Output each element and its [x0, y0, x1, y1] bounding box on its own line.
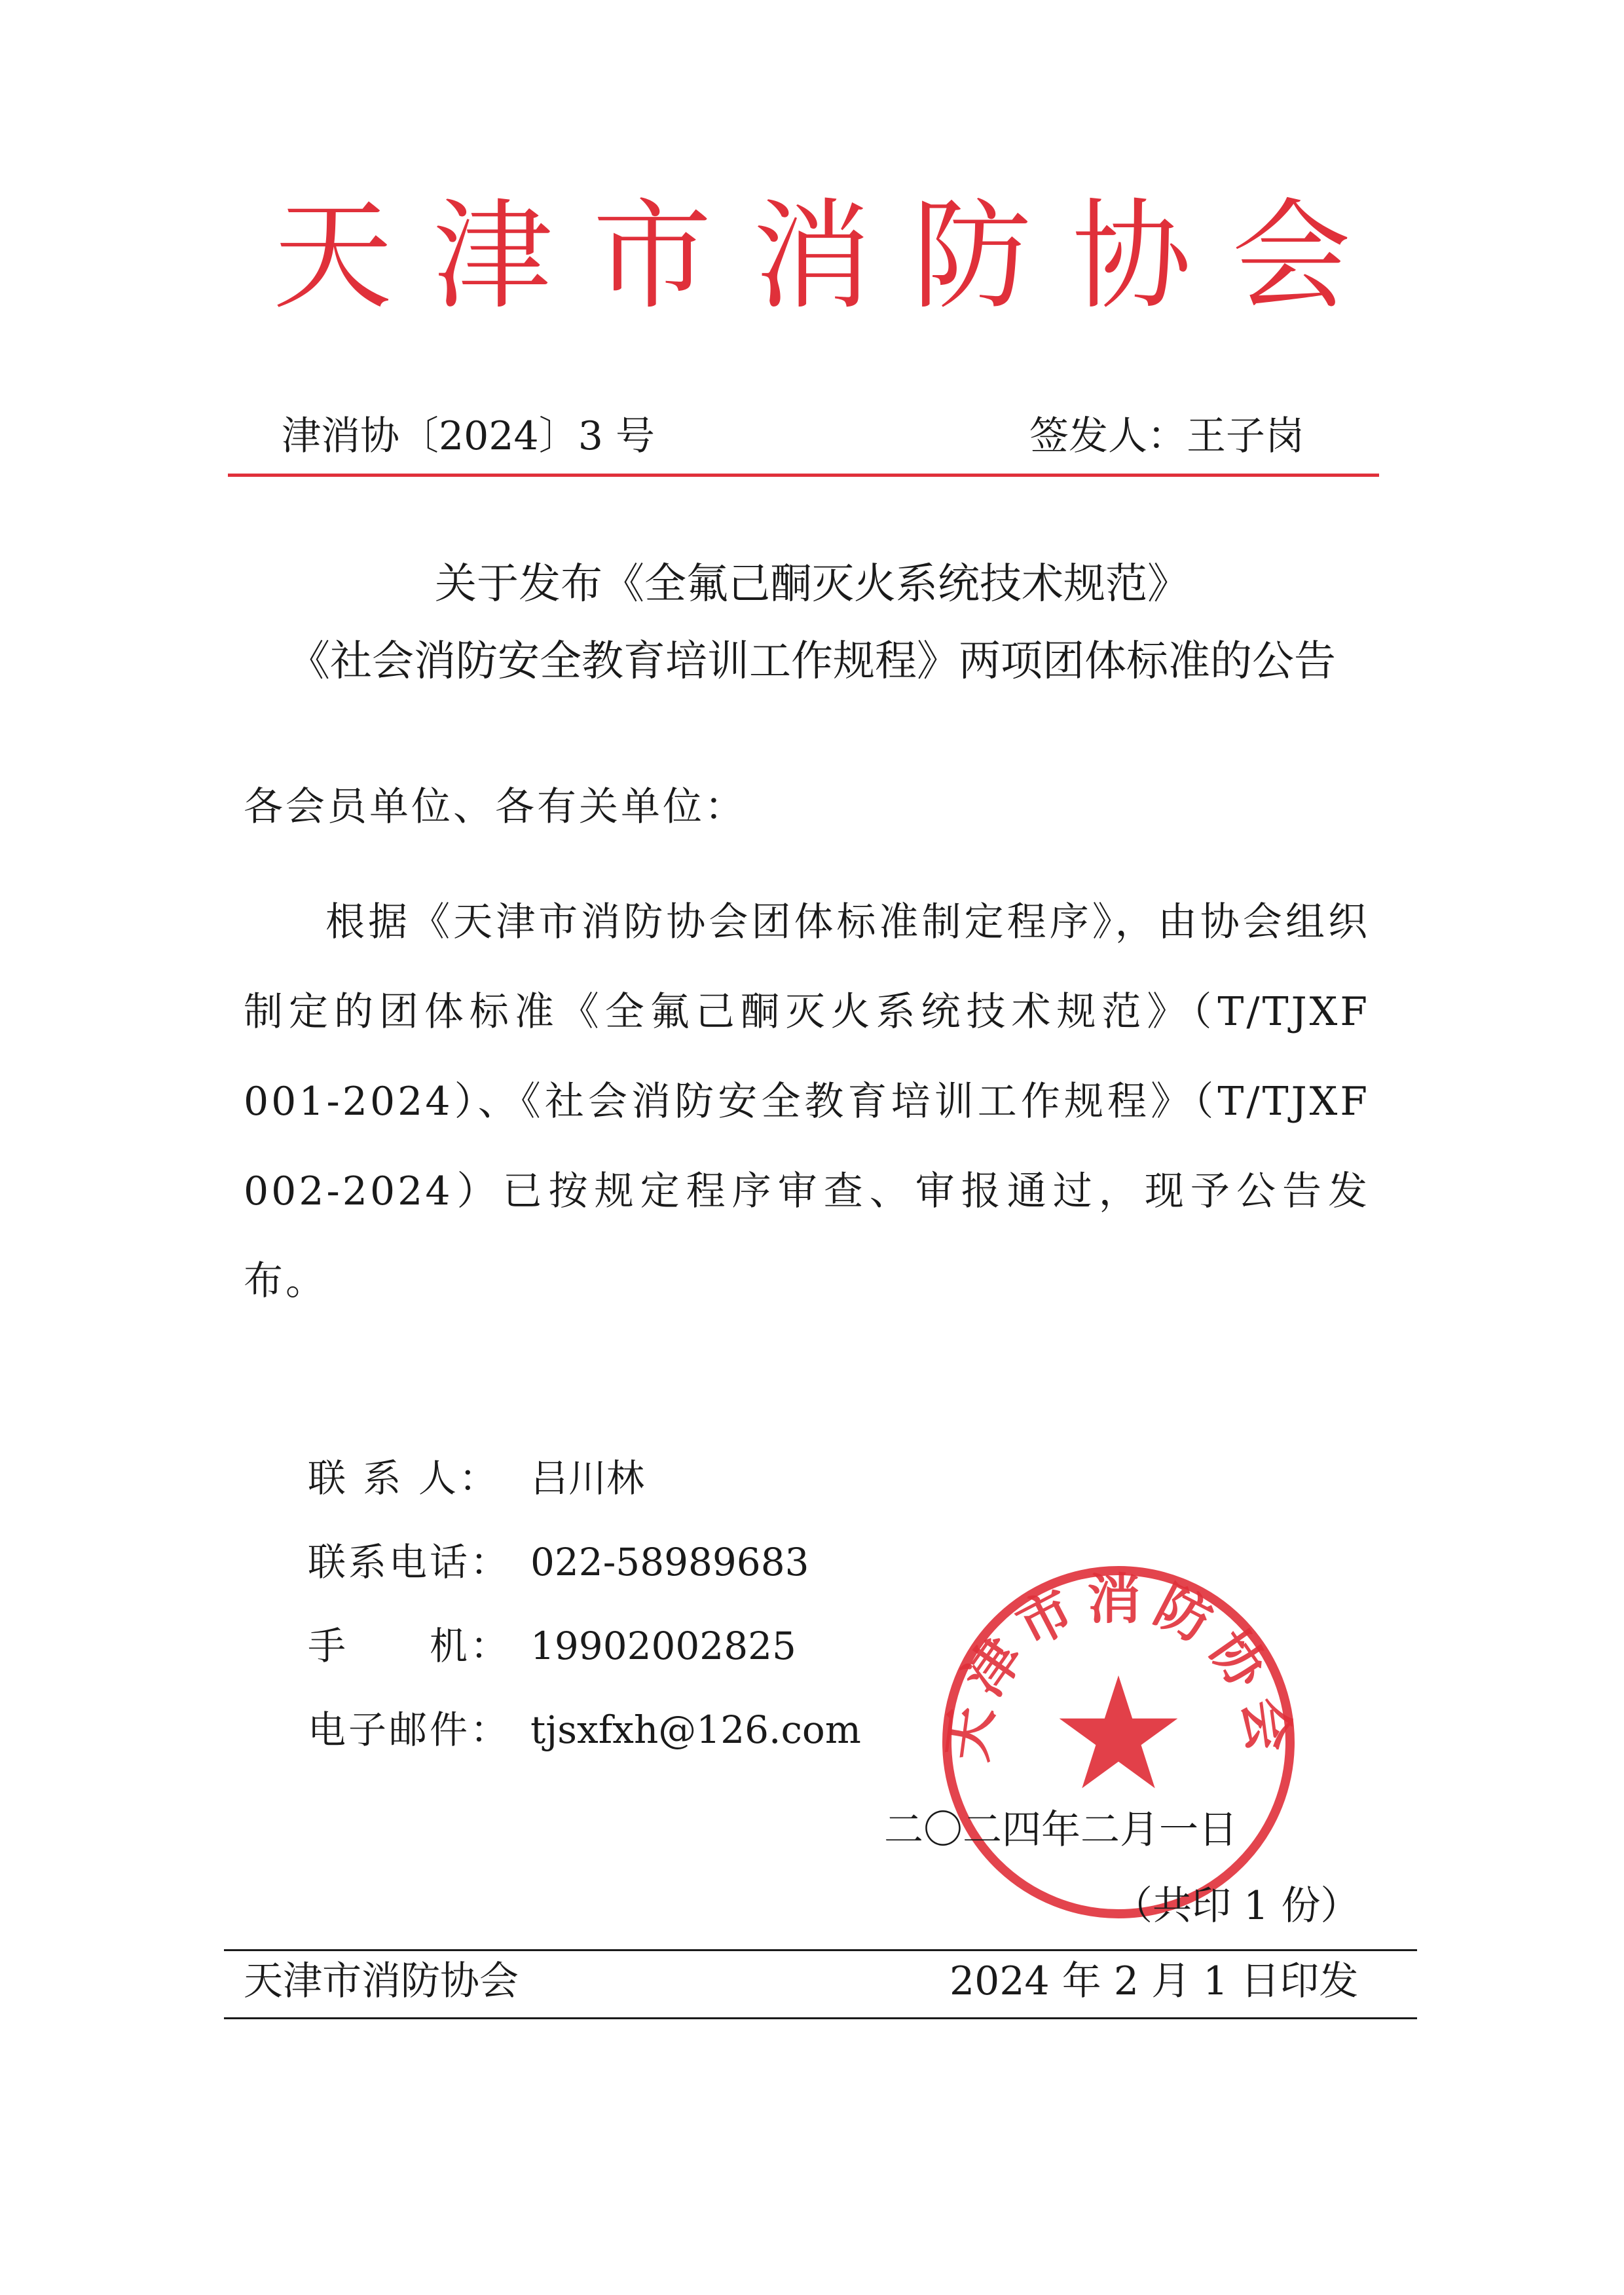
official-seal: [935, 1559, 1302, 1926]
footer-print-date: 2024 年 2 月 1 日印发: [950, 1958, 1359, 2004]
footer-bottom-rule: [224, 2017, 1417, 2019]
body-text: 根据《天津市消防协会团体标准制定程序》，由协会组织制定的团体标准《全氟己酮灭火系统技术规范》（T/TJXF 001-2024）、《社会消防安全教育培训工作规程》（T/TJXF 002-2024）已按规定程序审查、审报通过，现予公告发布。: [244, 899, 1370, 1304]
seal-text: 天津市消防协会: [936, 1568, 1301, 1765]
contact-person-label: 联 系 人：: [308, 1456, 500, 1501]
salutation: 各会员单位、各有关单位：: [244, 784, 747, 830]
contact-mobile-label: 手 机：: [308, 1624, 511, 1668]
footer-org: 天津市消防协会: [244, 1958, 519, 2004]
contact-email-value: tjsxfxh@126.com: [530, 1707, 861, 1752]
doc-title-line-1: 关于发布《全氟己酮灭火系统技术规范》: [435, 560, 1189, 608]
contact-phone-row: [308, 1540, 809, 1584]
contact-person-row: [308, 1456, 645, 1501]
issue-date: 二〇二四年二月一日: [884, 1807, 1238, 1853]
signer: 签发人：王子岗: [1029, 413, 1304, 459]
footer-top-rule: [224, 1949, 1417, 1951]
contact-person-value: 吕川林: [530, 1456, 645, 1501]
contact-phone-value: 022-58989683: [530, 1540, 809, 1584]
org-masthead: 天津市消防协会: [273, 187, 1392, 326]
contact-mobile-value: 19902002825: [530, 1624, 796, 1668]
contact-mobile-row: [308, 1624, 796, 1668]
star-icon: [1060, 1675, 1178, 1788]
contact-phone-label: 联系电话：: [308, 1540, 511, 1584]
red-divider: [228, 474, 1379, 477]
body-paragraph: [244, 878, 1370, 1326]
contact-email-row: [308, 1707, 861, 1752]
contact-email-label: 电子邮件：: [308, 1707, 511, 1752]
doc-title-line-2: 《社会消防安全教育培训工作规程》两项团体标准的公告: [288, 637, 1336, 686]
copies-note: （共印 1 份）: [1113, 1883, 1360, 1929]
doc-number: 津消协〔2024〕3 号: [282, 413, 655, 459]
